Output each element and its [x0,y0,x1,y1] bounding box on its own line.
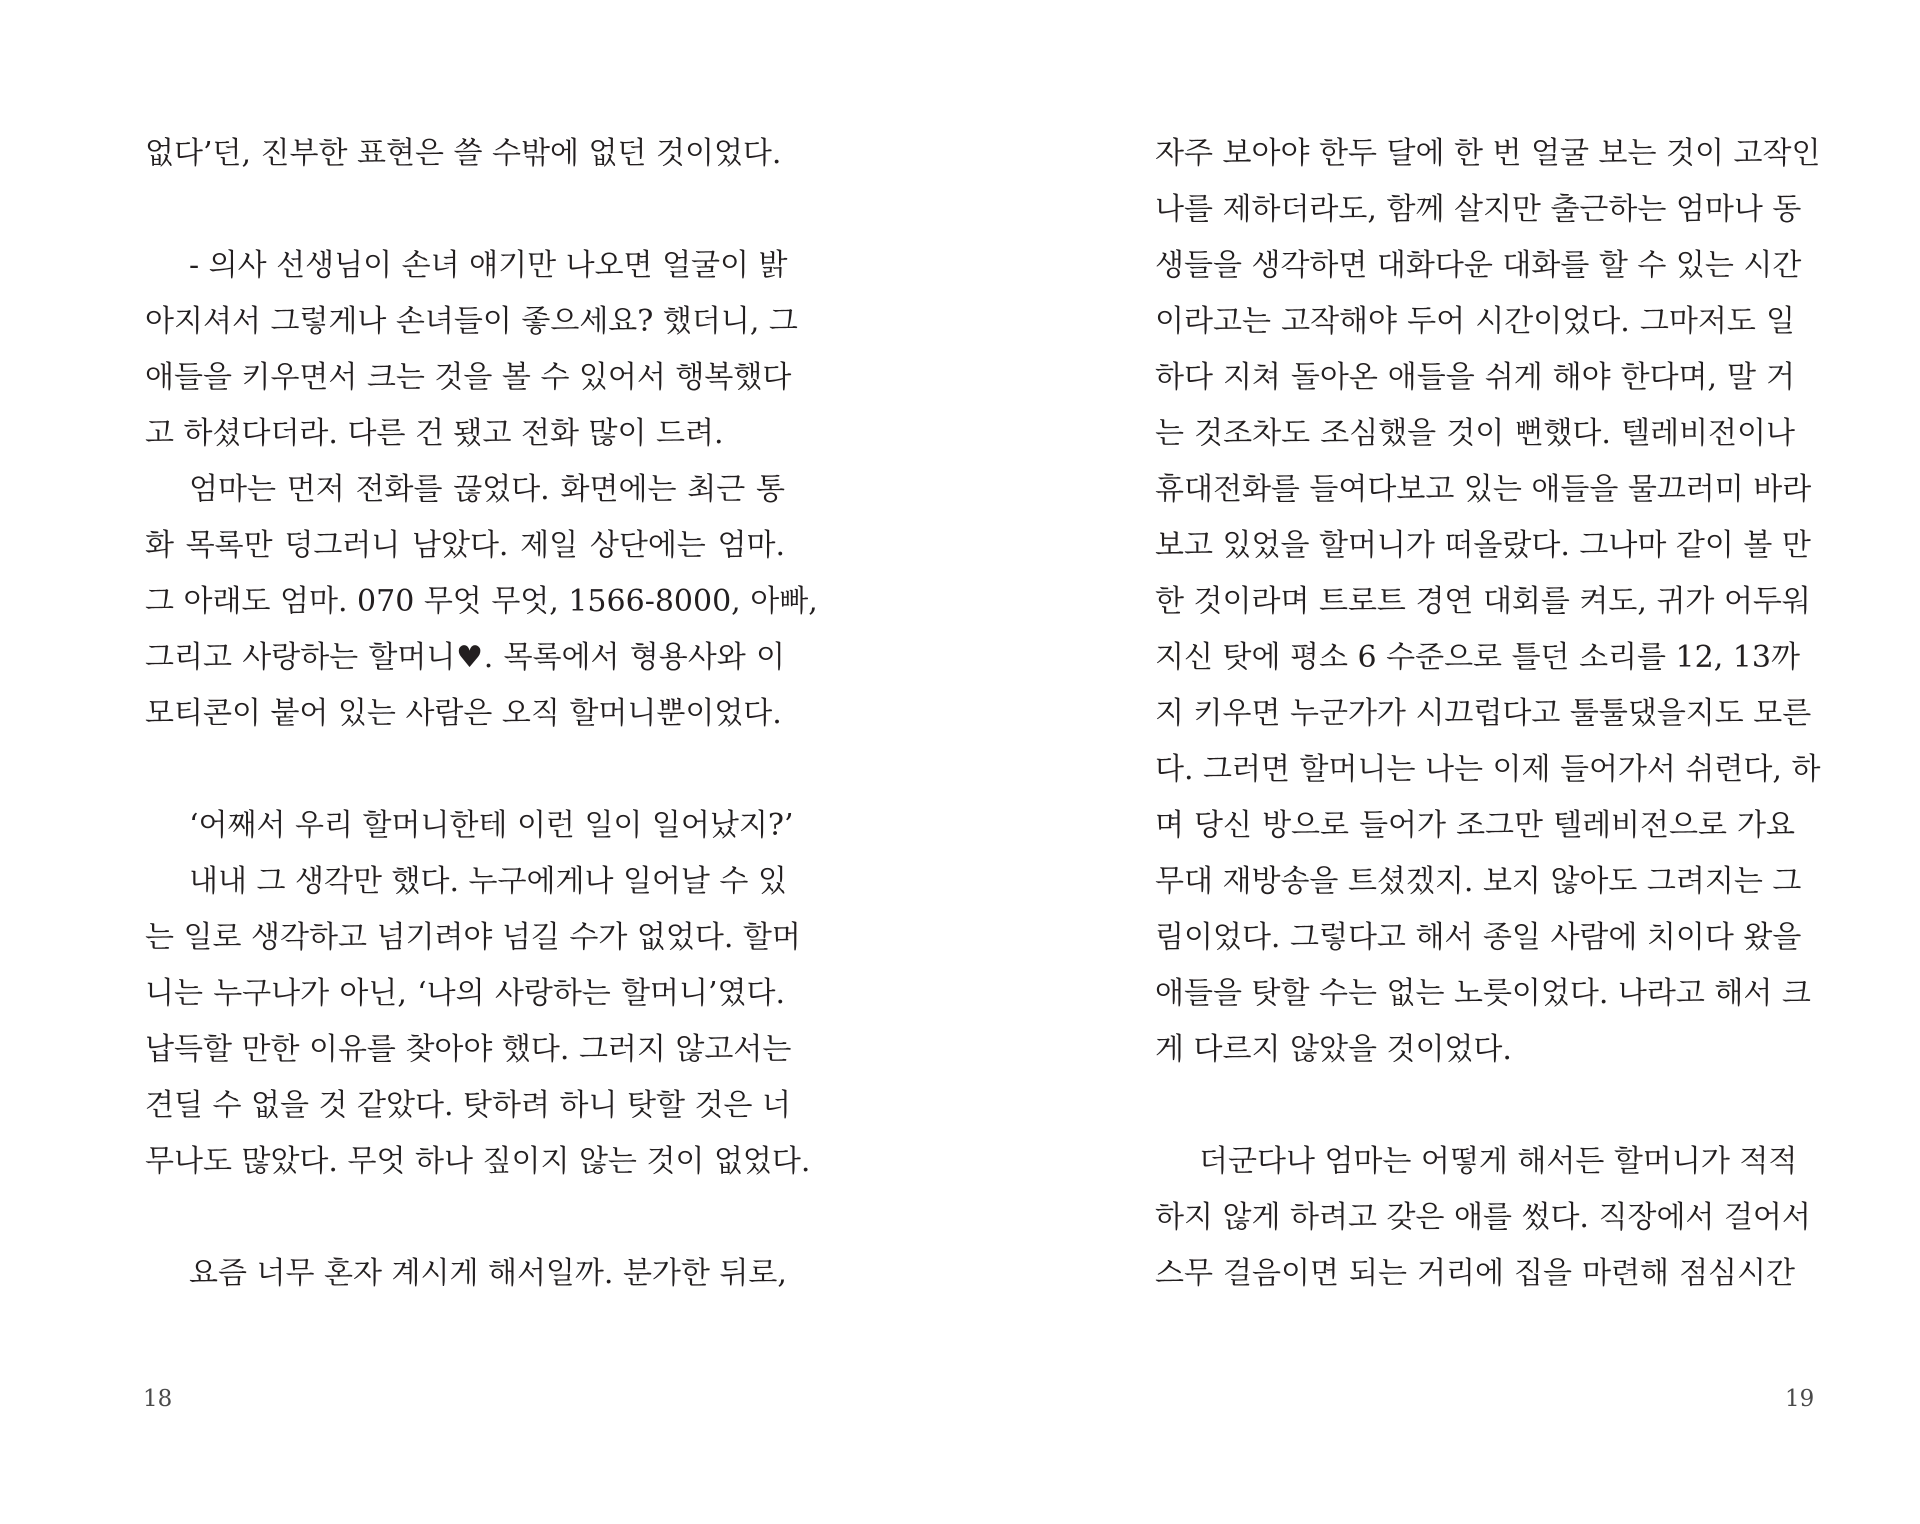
paragraph-gap [145,742,785,798]
text-line: 애들을 키우면서 크는 것을 볼 수 있어서 행복했다 [145,360,792,395]
text-line: 아지셔서 그렇게나 손녀들이 좋으세요? 했더니, 그 [145,304,798,339]
text-line: 생들을 생각하면 대화다운 대화를 할 수 있는 시간 [1155,248,1802,283]
text-line: 하다 지쳐 돌아온 애들을 쉬게 해야 한다며, 말 거 [1155,360,1795,395]
text-line: 애들을 탓할 수는 없는 노릇이었다. 나라고 해서 크 [1155,976,1811,1011]
right-page [960,0,1920,1524]
paragraph-gap [1155,1078,1795,1134]
text-line: 자주 보아야 한두 달에 한 번 얼굴 보는 것이 고작인 [1155,136,1821,171]
text-line: 견딜 수 없을 것 같았다. 탓하려 하니 탓할 것은 너 [145,1088,791,1123]
text-line: 고 하셨다더라. 다른 건 됐고 전화 많이 드려. [145,416,724,451]
text-line: 림이었다. 그렇다고 해서 종일 사람에 치이다 왔을 [1155,920,1802,955]
text-line: 화 목록만 덩그러니 남았다. 제일 상단에는 엄마. [145,528,785,563]
text-line: 다. 그러면 할머니는 나는 이제 들어가서 쉬련다, 하 [1155,752,1821,787]
text-line: 게 다르지 않았을 것이었다. [1155,1032,1512,1067]
text-line: 납득할 만한 이유를 찾아야 했다. 그러지 않고서는 [145,1032,792,1067]
text-line: 지 키우면 누군가가 시끄럽다고 툴툴댔을지도 모른 [1155,696,1812,731]
text-line: 지신 탓에 평소 6 수준으로 틀던 소리를 12, 13까 [1155,640,1800,675]
text-line: - 의사 선생님이 손녀 얘기만 나오면 얼굴이 밝 [189,248,788,283]
text-line: 한 것이라며 트로트 경연 대회를 켜도, 귀가 어두워 [1155,584,1811,619]
text-line: 나를 제하더라도, 함께 살지만 출근하는 엄마나 동 [1155,192,1802,227]
text-line: 더군다나 엄마는 어떻게 해서든 할머니가 적적 [1199,1144,1798,1179]
left-page-text [145,126,818,1302]
text-line: 니는 누구나가 아닌, ‘나의 사랑하는 할머니’였다. [145,976,785,1011]
text-line: 그 아래도 엄마. 070 무엇 무엇, 1566-8000, 아빠, [145,584,818,619]
text-line: 무대 재방송을 트셨겠지. 보지 않아도 그려지는 그 [1155,864,1802,899]
text-line: 내내 그 생각만 했다. 누구에게나 일어날 수 있 [189,864,787,899]
text-line: 이라고는 고작해야 두어 시간이었다. 그마저도 일 [1155,304,1795,339]
paragraph-gap [145,1190,785,1246]
text-line: 모티콘이 붙어 있는 사람은 오직 할머니뿐이었다. [145,696,782,731]
text-line: 요즘 너무 혼자 계시게 해서일까. 분가한 뒤로, [189,1256,787,1291]
text-line: 는 것조차도 조심했을 것이 뻔했다. 텔레비전이나 [1155,416,1795,451]
text-line: 무나도 많았다. 무엇 하나 짚이지 않는 것이 없었다. [145,1144,811,1179]
text-line: 보고 있었을 할머니가 떠올랐다. 그나마 같이 볼 만 [1155,528,1811,563]
text-line: ‘어째서 우리 할머니한테 이런 일이 일어났지?’ [189,808,794,843]
text-line: 그리고 사랑하는 할머니♥. 목록에서 형용사와 이 [145,640,785,675]
text-line: 며 당신 방으로 들어가 조그만 텔레비전으로 가요 [1155,808,1795,843]
page-number: 19 [1785,1386,1815,1412]
page-number: 18 [143,1386,173,1412]
right-page-text [1155,126,1821,1302]
text-line: 스무 걸음이면 되는 거리에 집을 마련해 점심시간 [1155,1256,1795,1291]
text-line: 하지 않게 하려고 갖은 애를 썼다. 직장에서 걸어서 [1155,1200,1811,1235]
paragraph-gap [145,182,785,238]
text-line: 엄마는 먼저 전화를 끊었다. 화면에는 최근 통 [189,472,785,507]
text-line: 없다’던, 진부한 표현은 쓸 수밖에 없던 것이었다. [145,136,782,171]
text-line: 는 일로 생각하고 넘기려야 넘길 수가 없었다. 할머 [145,920,801,955]
text-line: 휴대전화를 들여다보고 있는 애들을 물끄러미 바라 [1155,472,1812,507]
